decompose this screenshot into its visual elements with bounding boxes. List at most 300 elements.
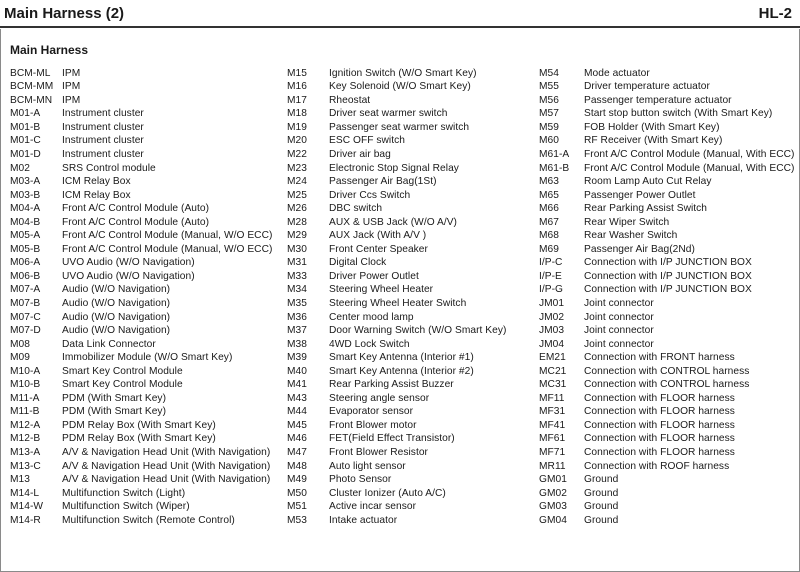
connector-code: MF61 [539, 433, 566, 445]
connector-code: M40 [287, 365, 307, 377]
connector-row [10, 108, 272, 122]
connector-row [10, 67, 272, 81]
connector-code: M59 [539, 121, 559, 133]
connector-row [539, 94, 795, 108]
connector-row [539, 365, 795, 379]
connector-row [539, 108, 795, 122]
connector-code: M68 [539, 230, 559, 242]
connector-description: Front A/C Control Module (Manual, With ECC) [584, 148, 795, 160]
connector-code: M01-C [10, 135, 41, 147]
connector-code: JM04 [539, 338, 565, 350]
connector-row [539, 175, 795, 189]
connector-description: Connection with CONTROL harness [584, 365, 750, 377]
connector-row [287, 81, 506, 95]
connector-code: M15 [287, 67, 307, 79]
connector-description: PDM Relay Box (With Smart Key) [62, 419, 216, 431]
connector-row [10, 81, 272, 95]
connector-row [539, 297, 795, 311]
connector-row [10, 297, 272, 311]
connector-code: M50 [287, 487, 307, 499]
connector-description: Ignition Switch (W/O Smart Key) [329, 67, 477, 79]
connector-row [539, 324, 795, 338]
connector-description: Steering angle sensor [329, 392, 430, 404]
connector-row [10, 311, 272, 325]
connector-description: AUX & USB Jack (W/O A/V) [329, 216, 458, 228]
connector-code: GM02 [539, 487, 567, 499]
connector-code: M08 [10, 338, 30, 350]
connector-code: M09 [10, 352, 30, 364]
connector-description: Rear Parking Assist Switch [584, 203, 708, 215]
connector-row [10, 230, 272, 244]
connector-description: Electronic Stop Signal Relay [329, 162, 459, 174]
connector-description: Joint connector [584, 325, 654, 337]
connector-description: Door Warning Switch (W/O Smart Key) [329, 325, 507, 337]
connector-description: IPM [62, 67, 81, 79]
connector-description: Instrument cluster [62, 135, 144, 147]
connector-description: Passenger Power Outlet [584, 189, 696, 201]
connector-description: Smart Key Antenna (Interior #2) [329, 365, 474, 377]
connector-description: Passenger Air Bag(2Nd) [584, 243, 695, 255]
connector-code: M41 [287, 379, 307, 391]
connector-code: M53 [287, 514, 307, 526]
connector-row [539, 392, 795, 406]
connector-description: Joint connector [584, 338, 654, 350]
connector-description: Connection with I/P JUNCTION BOX [584, 284, 752, 296]
connector-row [10, 284, 272, 298]
connector-row [539, 189, 795, 203]
connector-description: PDM (With Smart Key) [62, 392, 167, 404]
connector-code: M61-B [539, 162, 570, 174]
connector-description: Driver seat warmer switch [329, 108, 448, 120]
connector-description: Steering Wheel Heater [329, 284, 434, 296]
connector-code: M06-A [10, 257, 41, 269]
connector-row [287, 351, 506, 365]
connector-description: Key Solenoid (W/O Smart Key) [329, 81, 471, 93]
connector-row [10, 473, 272, 487]
connector-description: Connection with FLOOR harness [584, 406, 735, 418]
connector-code: M22 [287, 148, 307, 160]
connector-description: Ground [584, 474, 619, 486]
connector-description: Front A/C Control Module (Manual, W/O ECC) [62, 243, 273, 255]
connector-code: M66 [539, 203, 559, 215]
connector-description: Intake actuator [329, 514, 398, 526]
connector-description: PDM Relay Box (With Smart Key) [62, 433, 216, 445]
connector-description: Connection with CONTROL harness [584, 379, 750, 391]
connector-row [10, 365, 272, 379]
connector-description: Ground [584, 501, 619, 513]
connector-code: M06-B [10, 270, 41, 282]
connector-code: M43 [287, 392, 307, 404]
connector-description: Ground [584, 514, 619, 526]
connector-code: M33 [287, 270, 307, 282]
connector-row [539, 121, 795, 135]
connector-description: Front A/C Control Module (Manual, With ECC) [584, 162, 795, 174]
connector-description: Connection with FLOOR harness [584, 419, 735, 431]
connector-code: M01-D [10, 148, 41, 160]
connector-code: JM03 [539, 325, 565, 337]
connector-code: EM21 [539, 352, 566, 364]
connector-code: M30 [287, 243, 307, 255]
connector-row [287, 67, 506, 81]
connector-code: M11-B [10, 406, 40, 418]
connector-code: M48 [287, 460, 307, 472]
connector-code: MR11 [539, 460, 566, 472]
connector-code: M10-A [10, 365, 41, 377]
connector-description: Cluster Ionizer (Auto A/C) [329, 487, 446, 499]
connector-row [10, 216, 272, 230]
connector-description: Front Blower Resistor [329, 446, 428, 458]
connector-row [539, 446, 795, 460]
connector-row [287, 406, 506, 420]
connector-code: M07-C [10, 311, 41, 323]
connector-description: ICM Relay Box [62, 176, 131, 188]
connector-code: M05-A [10, 230, 41, 242]
connector-row [287, 324, 506, 338]
connector-code: M36 [287, 311, 307, 323]
connector-row [10, 392, 272, 406]
connector-description: Front A/C Control Module (Manual, W/O ECC) [62, 230, 273, 242]
connector-list-column-2 [287, 67, 506, 528]
connector-code: M02 [10, 162, 30, 174]
connector-description: Mode actuator [584, 67, 650, 79]
connector-description: Rear Wiper Switch [584, 216, 670, 228]
connector-code: M17 [287, 94, 307, 106]
connector-row [539, 257, 795, 271]
connector-code: M11-A [10, 392, 40, 404]
connector-row [539, 135, 795, 149]
connector-row [287, 108, 506, 122]
connector-description: ESC OFF switch [329, 135, 405, 147]
connector-row [287, 501, 506, 515]
connector-description: Data Link Connector [62, 338, 156, 350]
connector-description: Connection with ROOF harness [584, 460, 730, 472]
connector-description: Joint connector [584, 311, 654, 323]
connector-row [10, 433, 272, 447]
connector-row [10, 202, 272, 216]
connector-row [10, 351, 272, 365]
connector-row [287, 270, 506, 284]
connector-code: M10-B [10, 379, 41, 391]
connector-code: M14-W [10, 501, 44, 513]
connector-code: M19 [287, 121, 307, 133]
connector-description: Audio (W/O Navigation) [62, 311, 171, 323]
connector-description: Digital Clock [329, 257, 387, 269]
section-title: Main Harness [10, 43, 89, 57]
connector-description: Instrument cluster [62, 121, 144, 133]
connector-code: M18 [287, 108, 307, 120]
connector-description: Joint connector [584, 297, 654, 309]
connector-row [10, 379, 272, 393]
connector-description: Multifunction Switch (Light) [62, 487, 186, 499]
connector-description: FET(Field Effect Transistor) [329, 433, 455, 445]
connector-row [539, 311, 795, 325]
connector-row [10, 487, 272, 501]
connector-description: UVO Audio (W/O Navigation) [62, 270, 195, 282]
connector-row [287, 460, 506, 474]
connector-row [539, 501, 795, 515]
connector-description: Audio (W/O Navigation) [62, 325, 171, 337]
connector-description: Immobilizer Module (W/O Smart Key) [62, 352, 233, 364]
connector-row [287, 189, 506, 203]
connector-row [539, 487, 795, 501]
connector-row [10, 419, 272, 433]
connector-row [287, 216, 506, 230]
connector-row [539, 379, 795, 393]
connector-row [10, 243, 272, 257]
connector-row [10, 460, 272, 474]
connector-description: RF Receiver (With Smart Key) [584, 135, 723, 147]
connector-code: M07-D [10, 325, 41, 337]
connector-code: M05-B [10, 243, 41, 255]
connector-description: Front Blower motor [329, 419, 417, 431]
connector-row [539, 338, 795, 352]
connector-row [539, 514, 795, 528]
connector-description: SRS Control module [62, 162, 156, 174]
connector-code: M03-A [10, 176, 41, 188]
connector-description: Instrument cluster [62, 108, 144, 120]
connector-description: Connection with FLOOR harness [584, 446, 735, 458]
connector-description: Steering Wheel Heater Switch [329, 297, 467, 309]
connector-row [10, 162, 272, 176]
connector-row [287, 148, 506, 162]
connector-code: M35 [287, 297, 307, 309]
connector-description: IPM [62, 81, 81, 93]
connector-code: M61-A [539, 148, 570, 160]
connector-code: M60 [539, 135, 559, 147]
connector-code: MF71 [539, 446, 566, 458]
connector-code: BCM-MM [10, 81, 54, 93]
connector-row [539, 230, 795, 244]
connector-row [539, 270, 795, 284]
connector-description: Connection with I/P JUNCTION BOX [584, 270, 752, 282]
connector-code: M49 [287, 474, 307, 486]
connector-description: AUX Jack (With A/V ) [329, 230, 427, 242]
connector-code: MF11 [539, 392, 565, 404]
connector-code: M51 [287, 501, 307, 513]
connector-row [10, 514, 272, 528]
connector-code: I/P-C [539, 257, 563, 269]
connector-description: IPM [62, 94, 81, 106]
connector-code: M37 [287, 325, 307, 337]
connector-code: MF41 [539, 419, 566, 431]
connector-row [10, 94, 272, 108]
connector-row [539, 243, 795, 257]
connector-code: M20 [287, 135, 307, 147]
connector-description: Photo Sensor [329, 474, 392, 486]
connector-description: Connection with FLOOR harness [584, 433, 735, 445]
connector-row [287, 94, 506, 108]
connector-description: Center mood lamp [329, 311, 414, 323]
connector-code: M54 [539, 67, 559, 79]
connector-code: M24 [287, 176, 307, 188]
connector-code: I/P-E [539, 270, 562, 282]
connector-description: A/V & Navigation Head Unit (With Navigation) [62, 474, 271, 486]
connector-code: M47 [287, 446, 307, 458]
connector-row [10, 270, 272, 284]
connector-row [287, 121, 506, 135]
connector-row [539, 148, 795, 162]
connector-description: Connection with FLOOR harness [584, 392, 735, 404]
connector-description: 4WD Lock Switch [329, 338, 410, 350]
connector-code: M65 [539, 189, 559, 201]
connector-description: DBC switch [329, 203, 383, 215]
connector-description: Evaporator sensor [329, 406, 414, 418]
connector-code: M23 [287, 162, 307, 174]
connector-row [287, 392, 506, 406]
page-header [0, 0, 800, 28]
connector-description: Multifunction Switch (Remote Control) [62, 514, 235, 526]
connector-row [10, 501, 272, 515]
connector-description: Audio (W/O Navigation) [62, 297, 171, 309]
connector-code: GM01 [539, 474, 567, 486]
connector-row [287, 175, 506, 189]
connector-row [287, 433, 506, 447]
connector-row [539, 81, 795, 95]
connector-description: Driver temperature actuator [584, 81, 710, 93]
connector-row [10, 446, 272, 460]
connector-description: Driver air bag [329, 148, 391, 160]
connector-row [287, 379, 506, 393]
connector-description: Rheostat [329, 94, 371, 106]
connector-description: Front A/C Control Module (Auto) [62, 203, 210, 215]
connector-code: M14-R [10, 514, 41, 526]
connector-description: Room Lamp Auto Cut Relay [584, 176, 712, 188]
connector-code: M07-B [10, 297, 41, 309]
connector-code: M69 [539, 243, 559, 255]
connector-list-column-3 [539, 67, 795, 528]
connector-row [287, 338, 506, 352]
connector-code: M45 [287, 419, 307, 431]
connector-row [539, 419, 795, 433]
connector-description: Driver Ccs Switch [329, 189, 411, 201]
connector-code: M67 [539, 216, 559, 228]
connector-code: M38 [287, 338, 307, 350]
connector-description: FOB Holder (With Smart Key) [584, 121, 720, 133]
connector-description: Smart Key Antenna (Interior #1) [329, 352, 474, 364]
connector-row [287, 162, 506, 176]
connector-row [539, 433, 795, 447]
connector-row [10, 189, 272, 203]
connector-code: GM04 [539, 514, 567, 526]
connector-row [287, 311, 506, 325]
connector-code: M39 [287, 352, 307, 364]
connector-code: M12-A [10, 419, 41, 431]
connector-code: M25 [287, 189, 307, 201]
connector-row [287, 243, 506, 257]
connector-code: M13-A [10, 446, 41, 458]
connector-description: Rear Parking Assist Buzzer [329, 379, 454, 391]
connector-row [287, 446, 506, 460]
connector-description: Connection with I/P JUNCTION BOX [584, 257, 752, 269]
connector-row [539, 473, 795, 487]
connector-description: Front A/C Control Module (Auto) [62, 216, 210, 228]
connector-description: Active incar sensor [329, 501, 417, 513]
connector-description: Audio (W/O Navigation) [62, 284, 171, 296]
connector-row [539, 351, 795, 365]
connector-code: M13-C [10, 460, 41, 472]
connector-row [287, 365, 506, 379]
connector-row [10, 406, 272, 420]
connector-row [539, 284, 795, 298]
connector-code: M03-B [10, 189, 41, 201]
connector-row [539, 162, 795, 176]
connector-row [287, 202, 506, 216]
connector-description: UVO Audio (W/O Navigation) [62, 257, 195, 269]
connector-description: Ground [584, 487, 619, 499]
connector-row [10, 324, 272, 338]
connector-description: Passenger temperature actuator [584, 94, 732, 106]
page-code: HL-2 [758, 4, 792, 22]
connector-code: I/P-G [539, 284, 564, 296]
connector-code: M55 [539, 81, 559, 93]
connector-code: M63 [539, 176, 559, 188]
connector-row [287, 284, 506, 298]
connector-description: Auto light sensor [329, 460, 406, 472]
connector-code: JM01 [539, 297, 565, 309]
connector-code: M01-A [10, 108, 41, 120]
connector-code: M16 [287, 81, 307, 93]
connector-row [539, 67, 795, 81]
connector-row [287, 473, 506, 487]
connector-description: ICM Relay Box [62, 189, 131, 201]
connector-code: M56 [539, 94, 559, 106]
connector-description: Rear Washer Switch [584, 230, 678, 242]
connector-row [539, 406, 795, 420]
connector-code: M29 [287, 230, 307, 242]
connector-row [10, 121, 272, 135]
connector-code: M46 [287, 433, 307, 445]
connector-code: M26 [287, 203, 307, 215]
connector-row [10, 135, 272, 149]
connector-code: JM02 [539, 311, 565, 323]
connector-row [539, 202, 795, 216]
connector-row [287, 297, 506, 311]
connector-row [539, 460, 795, 474]
connector-code: M04-B [10, 216, 41, 228]
connector-row [539, 216, 795, 230]
connector-description: Passenger seat warmer switch [329, 121, 470, 133]
connector-code: M12-B [10, 433, 41, 445]
connector-description: Passenger Air Bag(1St) [329, 176, 437, 188]
connector-row [10, 148, 272, 162]
connector-row [287, 257, 506, 271]
connector-row [287, 230, 506, 244]
connector-row [287, 419, 506, 433]
connector-description: PDM (With Smart Key) [62, 406, 167, 418]
connector-description: Smart Key Control Module [62, 379, 183, 391]
connector-row [10, 175, 272, 189]
connector-code: M13 [10, 474, 30, 486]
connector-code: M07-A [10, 284, 41, 296]
connector-code: M01-B [10, 121, 41, 133]
connector-code: M28 [287, 216, 307, 228]
connector-description: Multifunction Switch (Wiper) [62, 501, 190, 513]
connector-row [287, 514, 506, 528]
connector-description: Instrument cluster [62, 148, 144, 160]
connector-description: Start stop button switch (With Smart Key) [584, 108, 773, 120]
connector-code: M04-A [10, 203, 41, 215]
connector-code: M14-L [10, 487, 40, 499]
connector-list-column-1 [10, 67, 272, 528]
connector-code: M31 [287, 257, 307, 269]
connector-description: A/V & Navigation Head Unit (With Navigation) [62, 460, 271, 472]
connector-code: MF31 [539, 406, 566, 418]
connector-description: Front Center Speaker [329, 243, 428, 255]
connector-code: MC31 [539, 379, 567, 391]
connector-code: MC21 [539, 365, 567, 377]
connector-description: Smart Key Control Module [62, 365, 183, 377]
connector-code: M44 [287, 406, 307, 418]
